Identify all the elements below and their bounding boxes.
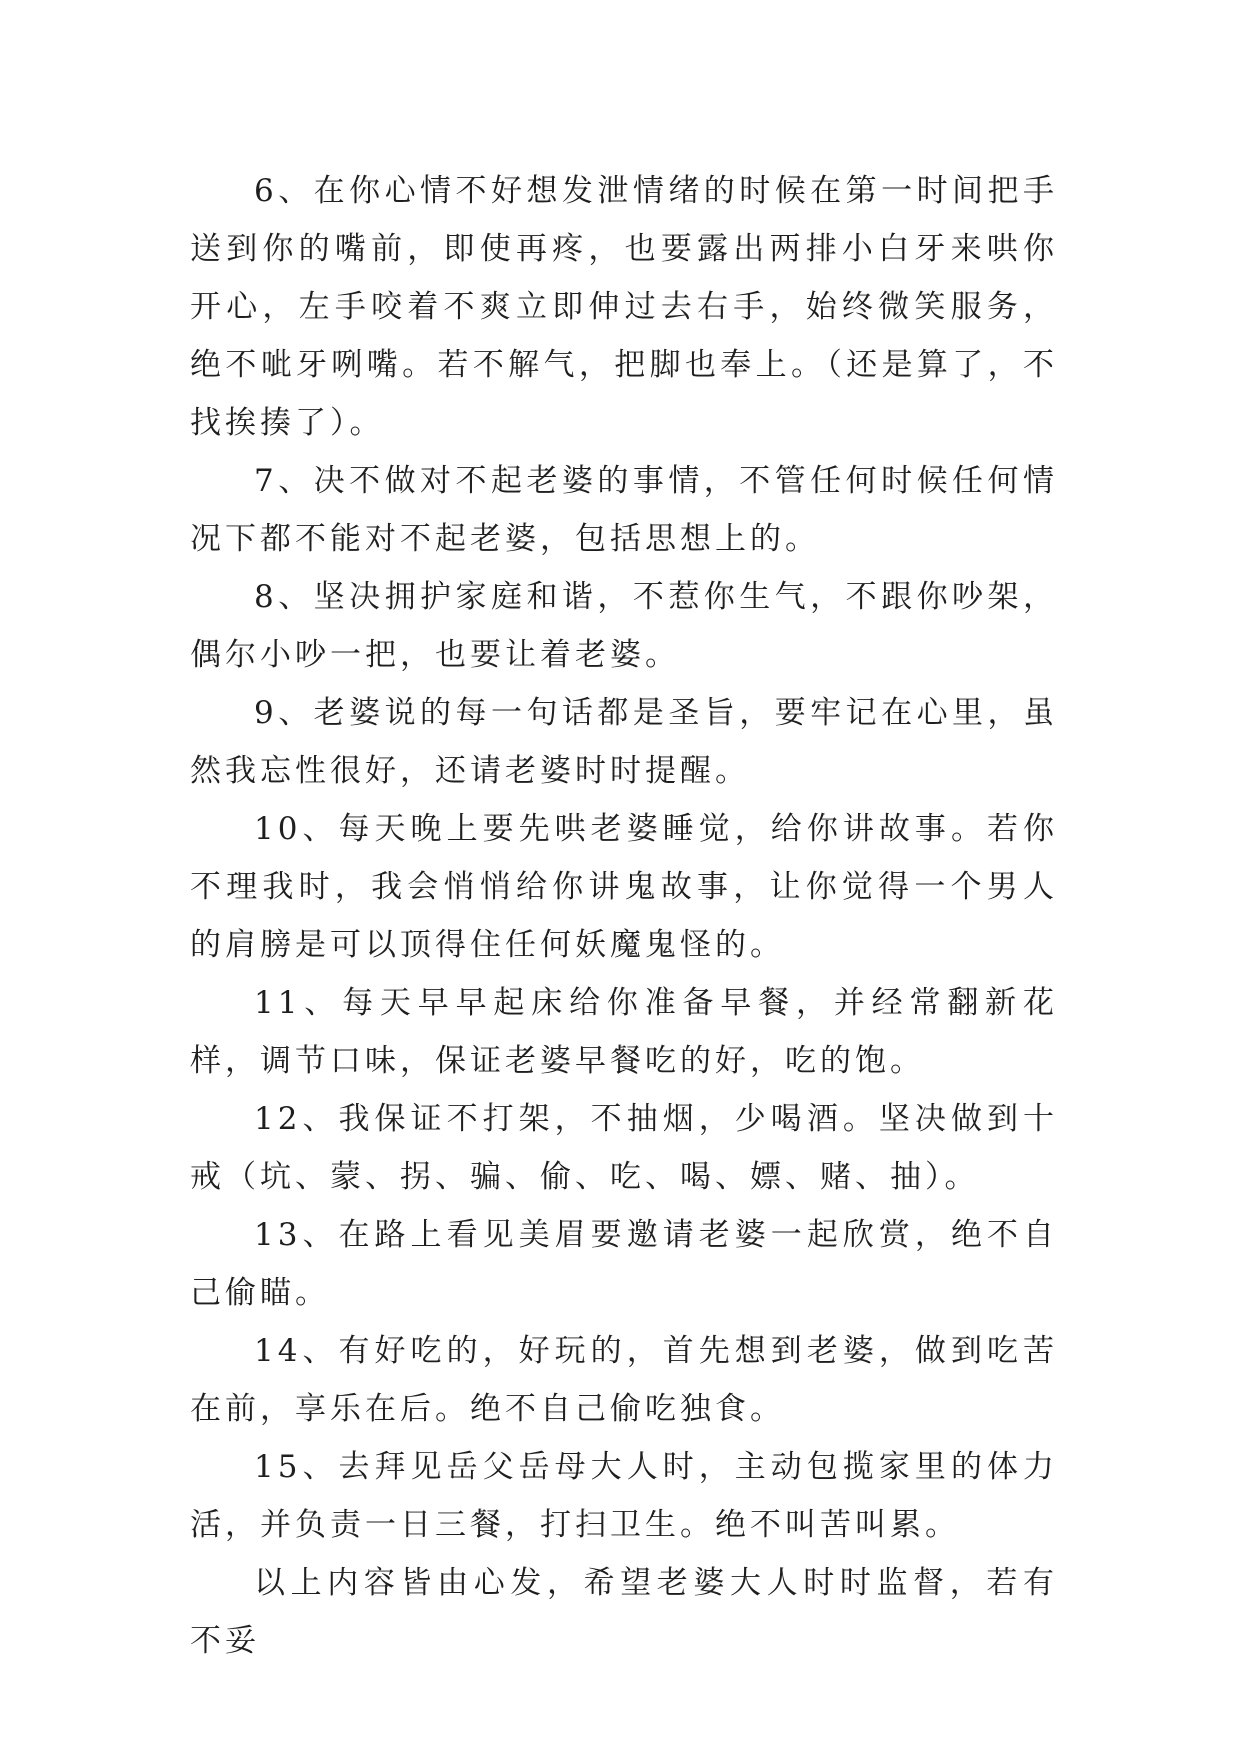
- paragraph-item-14: 14、有好吃的，好玩的，首先想到老婆，做到吃苦在前，享乐在后。绝不自己偷吃独食。: [190, 1333, 1058, 1427]
- paragraph-item-13: 13、在路上看见美眉要邀请老婆一起欣赏，绝不自己偷瞄。: [190, 1217, 1058, 1311]
- paragraph-item-12: 12、我保证不打架，不抽烟，少喝酒。坚决做到十戒（坑、蒙、拐、骗、偷、吃、喝、嫖、赌、抽）。: [190, 1101, 1058, 1195]
- paragraph-closing: 以上内容皆由心发，希望老婆大人时时监督，若有不妥: [190, 1565, 1058, 1659]
- paragraph-item-9: 9、老婆说的每一句话都是圣旨，要牢记在心里，虽然我忘性很好，还请老婆时时提醒。: [190, 695, 1058, 789]
- paragraph-item-10: 10、每天晚上要先哄老婆睡觉，给你讲故事。若你不理我时，我会悄悄给你讲鬼故事，让你觉得一个男人的肩膀是可以顶得住任何妖魔鬼怪的。: [190, 811, 1058, 963]
- paragraph-item-6: 6、在你心情不好想发泄情绪的时候在第一时间把手送到你的嘴前，即使再疼，也要露出两排小白牙来哄你开心，左手咬着不爽立即伸过去右手，始终微笑服务，绝不呲牙咧嘴。若不解气，把脚也奉上。（还是算了，不找挨揍了）。: [190, 173, 1058, 441]
- paragraph-item-11: 11、每天早早起床给你准备早餐，并经常翻新花样，调节口味，保证老婆早餐吃的好，吃的饱。: [190, 985, 1058, 1079]
- document-body: [190, 162, 1058, 1670]
- paragraph-item-7: 7、决不做对不起老婆的事情，不管任何时候任何情况下都不能对不起老婆，包括思想上的。: [190, 463, 1058, 557]
- paragraph-item-15: 15、去拜见岳父岳母大人时，主动包揽家里的体力活，并负责一日三餐，打扫卫生。绝不叫苦叫累。: [190, 1449, 1058, 1543]
- paragraph-item-8: 8、坚决拥护家庭和谐，不惹你生气，不跟你吵架，偶尔小吵一把，也要让着老婆。: [190, 579, 1058, 673]
